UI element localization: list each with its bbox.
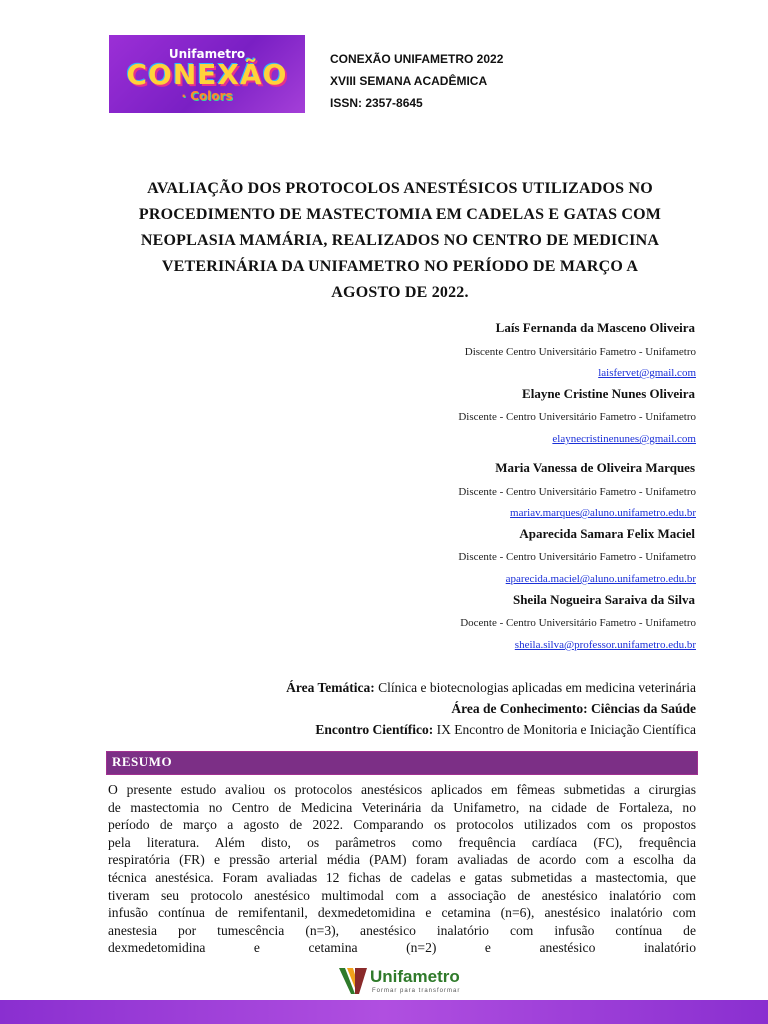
unifametro-footer-logo	[337, 964, 482, 998]
resumo-header	[106, 751, 698, 775]
unifametro-mark-icon	[337, 964, 369, 998]
abstract-line: período de março a agosto de 2022. Comparando os protocolos utilizados com os propostos	[108, 817, 696, 833]
area-conhecimento-label: Área de Conhecimento:	[451, 701, 588, 716]
author-email[interactable]: elaynecristinenunes@gmail.com	[552, 433, 696, 445]
abstract-line: tiveram seu protocolo anestésico multimodal com a associação de anestésico inalatório com	[108, 887, 696, 903]
area-conhecimento	[451, 701, 696, 717]
abstract-line: pela literatura. Além disto, os parâmetros como frequência cardíaca (FC), frequência	[108, 834, 696, 850]
title-line: NEOPLASIA MAMÁRIA, REALIZADOS NO CENTRO DE MEDICINA	[140, 232, 660, 249]
encontro-cientifico	[315, 722, 696, 738]
abstract-line: respiratória (FR) e pressão arterial média (PAM) foram avaliadas de acordo com a escolha da	[108, 852, 696, 868]
author-email[interactable]: laisfervet@gmail.com	[598, 367, 696, 379]
encontro-label: Encontro Científico:	[315, 722, 434, 737]
abstract-line: O presente estudo avaliou os protocolos anestésicos aplicados em fêmeas submetidas a cirurgias	[108, 782, 696, 797]
author-name: Laís Fernanda da Masceno Oliveira	[495, 320, 695, 335]
author-email[interactable]: aparecida.maciel@aluno.unifametro.edu.br	[505, 573, 696, 585]
author-affiliation: Docente - Centro Universitário Fametro - Unifametro	[460, 617, 696, 629]
area-tematica	[286, 680, 696, 696]
bottom-decorative-bar	[0, 1000, 768, 1024]
author-name: Sheila Nogueira Saraiva da Silva	[512, 592, 695, 607]
author-affiliation: Discente - Centro Universitário Fametro - Unifametro	[458, 551, 696, 563]
area-tematica-value: Clínica e biotecnologias aplicadas em medicina veterinária	[374, 680, 696, 695]
encontro-value: IX Encontro de Monitoria e Iniciação Científica	[433, 722, 696, 737]
title-line: VETERINÁRIA DA UNIFAMETRO NO PERÍODO DE MARÇO A	[161, 258, 639, 275]
title-line: AGOSTO DE 2022.	[331, 284, 469, 301]
conference-info	[330, 48, 503, 114]
author-email[interactable]: mariav.marques@aluno.unifametro.edu.br	[510, 507, 696, 519]
footer-tagline: Formar para transformar	[372, 988, 461, 994]
area-tematica-label: Área Temática:	[286, 680, 375, 695]
conference-issn: ISSN: 2357-8645	[330, 96, 423, 110]
conference-week: XVIII SEMANA ACADÊMICA	[330, 74, 488, 88]
title-line: AVALIAÇÃO DOS PROTOCOLOS ANESTÉSICOS UTILIZADOS NO	[147, 180, 653, 197]
author-affiliation: Discente - Centro Universitário Fametro - Unifametro	[458, 486, 696, 498]
logo-line-unifametro: Unifametro	[168, 47, 246, 61]
conexao-logo	[109, 35, 305, 113]
abstract-line: de mastectomia no Centro de Medicina Veterinária da Unifametro, na cidade de Fortaleza, no	[108, 799, 696, 815]
abstract-line: anestesia por tumescência (n=3), anestésico inalatório com infusão contínua de	[108, 922, 696, 938]
footer-brand: Unifametro	[370, 967, 460, 986]
logo-line-conexao: CONEXÃO	[126, 58, 288, 91]
area-conhecimento-value: Ciências da Saúde	[587, 701, 696, 716]
abstract-line: infusão contínua de remifentanil, dexmedetomidina e cetamina (n=6), anestésico inalatório com	[108, 905, 696, 921]
author-affiliation: Discente Centro Universitário Fametro - Unifametro	[464, 346, 696, 358]
author-name: Aparecida Samara Felix Maciel	[519, 526, 695, 541]
author-name: Maria Vanessa de Oliveira Marques	[495, 460, 695, 475]
resumo-heading: RESUMO	[112, 754, 173, 769]
title-line: PROCEDIMENTO DE MASTECTOMIA EM CADELAS E GATAS COM	[138, 206, 662, 223]
author-affiliation: Discente - Centro Universitário Fametro - Unifametro	[458, 411, 696, 423]
author-name: Elayne Cristine Nunes Oliveira	[522, 386, 695, 401]
paper-title	[100, 176, 700, 306]
abstract-line: dexmedetomidina e cetamina (n=2) e anestésico inalatório	[108, 940, 696, 956]
author-email[interactable]: sheila.silva@professor.unifametro.edu.br	[514, 639, 696, 651]
conference-name: CONEXÃO UNIFAMETRO 2022	[330, 52, 504, 66]
abstract-body	[108, 781, 696, 957]
abstract-line: técnica anestésica. Foram avaliadas 12 fichas de cadelas e gatas submetidas a mastectomia, que	[108, 869, 696, 885]
logo-line-colors: · Colors	[181, 89, 233, 103]
